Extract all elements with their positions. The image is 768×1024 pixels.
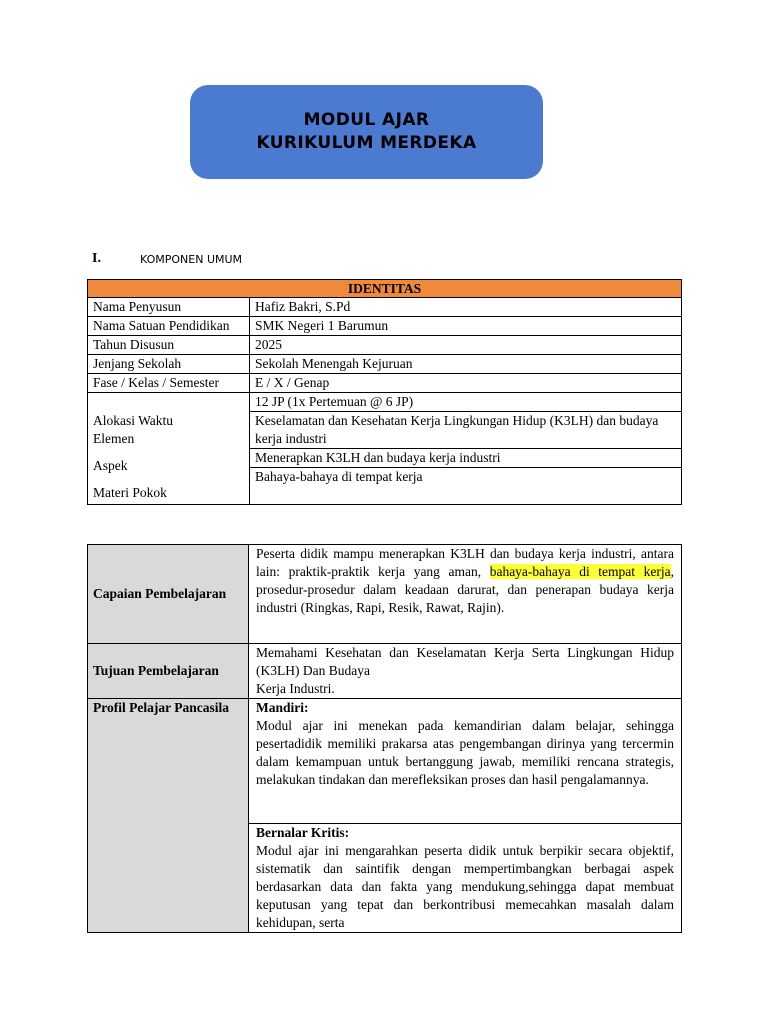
tujuan-text: Memahami Kesehatan dan Keselamatan Kerja Serta Lingkungan Hidup (K3LH) Dan Budaya (256, 645, 674, 678)
row-label: Nama Satuan Pendidikan (88, 317, 250, 336)
capaian-highlight: bahaya-bahaya di tempat kerja (489, 564, 671, 579)
table-row (88, 393, 682, 412)
row-value: SMK Negeri 1 Barumun (250, 317, 682, 336)
capaian-value (249, 545, 682, 644)
profil-kritis (249, 824, 682, 933)
row-label: Nama Penyusun (88, 298, 250, 317)
table-row (88, 336, 682, 355)
capaian-row (88, 545, 682, 644)
table-row (88, 468, 682, 505)
banner-title-line1: MODUL AJAR (303, 110, 430, 130)
section-title: KOMPONEN UMUM (140, 252, 243, 266)
table-row (88, 374, 682, 393)
row-value: 2025 (250, 336, 682, 355)
row-value: Bahaya-bahaya di tempat kerja (250, 468, 682, 505)
tujuan-label: Tujuan Pembelajaran (88, 644, 249, 699)
row-label: Alokasi Waktu (88, 393, 250, 449)
profil-label: Profil Pelajar Pancasila (88, 699, 249, 933)
title-banner (190, 85, 543, 179)
identitas-header: IDENTITAS (88, 280, 682, 298)
row-value: Sekolah Menengah Kejuruan (250, 355, 682, 374)
row-label (88, 457, 250, 505)
capaian-label: Capaian Pembelajaran (88, 545, 249, 644)
row-value: E / X / Genap (250, 374, 682, 393)
capaian-table (87, 544, 682, 933)
row-label: Tahun Disusun (88, 336, 250, 355)
profil-mandiri (249, 699, 682, 824)
mandiri-title: Mandiri: (256, 700, 309, 715)
tujuan-value (249, 644, 682, 699)
kritis-title: Bernalar Kritis: (256, 825, 350, 840)
row-label-text: Elemen (93, 430, 135, 446)
row-label: Fase / Kelas / Semester (88, 374, 250, 393)
banner-title-line2: KURIKULUM MERDEKA (256, 133, 477, 153)
identitas-header-row (88, 280, 682, 298)
row-value: Hafiz Bakri, S.Pd (250, 298, 682, 317)
section-heading (92, 251, 242, 267)
row-value: 12 JP (1x Pertemuan @ 6 JP) (250, 393, 682, 412)
profil-row (88, 699, 682, 824)
tujuan-row (88, 644, 682, 699)
tujuan-text-2: Kerja Industri. (256, 681, 335, 696)
mandiri-text: Modul ajar ini menekan pada kemandirian dalam belajar, sehingga pesertadidik memiliki prakarsa atas pengembangan dirinya yang tercermin dalam kemampuan untuk bertanggung jawab, memiliki rencana strategis, melakukan tindakan dan merefleksikan proses dan hasil pengalamannya. (256, 718, 674, 787)
section-number: I. (92, 251, 101, 266)
capaian-text: Peserta didik mampu menerapkan K3LH dan budaya kerja industri, antara lain: praktik-praktik kerja yang aman, (256, 546, 674, 579)
row-value: Keselamatan dan Kesehatan Kerja Lingkungan Hidup (K3LH) dan budaya kerja industri (250, 412, 682, 449)
row-value: Menerapkan K3LH dan budaya kerja industri (250, 449, 682, 468)
capaian-text-end: , prosedur-prosedur dalam keadaan darurat, dan penerapan budaya kerja industri (Ringkas, Rapi, Resik, Rawat, Rajin). (256, 564, 674, 615)
kritis-text: Modul ajar ini mengarahkan peserta didik untuk berpikir secara objektif, sistematik dan saintifik dengan mempertimbangkan berbagai aspek berdasarkan data dan fakta yang mendukung,sehingga dapat membuat keputusan yang tepat dan berkontribusi memecahkan masalah dalam kehidupan, serta (256, 843, 674, 930)
identitas-table (87, 279, 682, 505)
row-label: Jenjang Sekolah (88, 355, 250, 374)
table-row (88, 298, 682, 317)
row-label-text: Materi Pokok (93, 484, 167, 500)
table-row (88, 317, 682, 336)
table-row (88, 355, 682, 374)
row-label-text: Aspek (93, 457, 128, 473)
